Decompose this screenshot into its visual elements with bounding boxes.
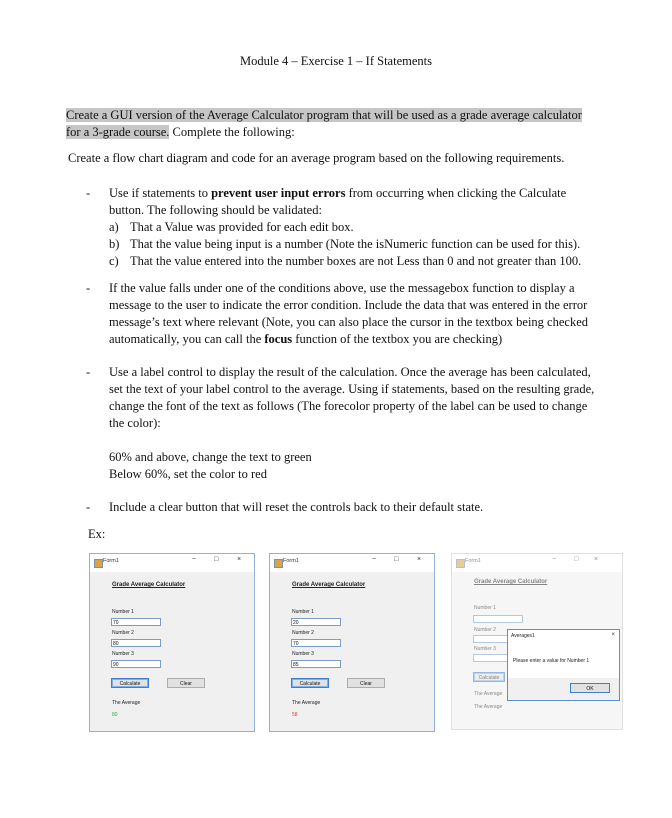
number1-input[interactable]	[473, 615, 523, 623]
bullet-dash: -	[86, 281, 91, 295]
minimize-icon[interactable]: −	[192, 556, 197, 563]
number3-input[interactable]: 85	[291, 660, 341, 668]
window-title: Form1	[103, 558, 119, 564]
messagebox-dialog	[507, 629, 620, 701]
form-window-2	[269, 553, 435, 732]
bullet-dash: -	[86, 500, 91, 514]
bullet3-line4: the color):	[109, 416, 161, 430]
bullet2-line1: If the value falls under one of the conditions above, use the messagebox function to display a	[109, 281, 575, 295]
minimize-icon[interactable]: −	[372, 556, 377, 563]
number1-input[interactable]: 70	[111, 618, 161, 626]
example-label: Ex:	[88, 527, 106, 541]
app-icon	[274, 559, 283, 568]
number3-input[interactable]: 90	[111, 660, 161, 668]
close-icon[interactable]: ×	[594, 556, 599, 563]
maximize-icon[interactable]: □	[394, 556, 399, 563]
bullet-dash: -	[86, 186, 91, 200]
bullet4-text: Include a clear button that will reset the controls back to their default state.	[109, 500, 484, 514]
intro-line-2-highlight: for a 3-grade course.	[66, 125, 170, 139]
form-heading: Grade Average Calculator	[292, 582, 366, 588]
number1-label: Number 1	[474, 605, 496, 611]
close-icon[interactable]: ×	[237, 556, 242, 563]
number1-label: Number 1	[112, 609, 134, 615]
number3-label: Number 3	[112, 651, 134, 657]
bullet2-line4-bold: focus	[264, 332, 293, 346]
average-value: 80	[112, 712, 118, 718]
bullet1-line2: button. The following should be validated:	[109, 203, 322, 217]
average-label-2: The Average	[474, 704, 503, 710]
app-icon	[94, 559, 103, 568]
sub-item-b: b) That the value being input is a number (Note the isNumeric function can be used for this).	[109, 237, 581, 251]
number2-label: Number 2	[292, 630, 314, 636]
sub-item-c: c) That the value entered into the number boxes are not Less than 0 and not greater than 100.	[109, 254, 582, 268]
form-heading: Grade Average Calculator	[474, 579, 548, 585]
bullet2-line2: message to the user to indicate the error condition. Include the data that was entered in the error	[109, 298, 588, 312]
bullet2-line4-post: function of the textbox you are checking)	[292, 332, 503, 346]
bullet3-line1: Use a label control to display the result of the calculation. Once the average has been calculated,	[109, 365, 591, 379]
document-title: Module 4 – Exercise 1 – If Statements	[240, 54, 432, 68]
intro-line-2-rest: Complete the following:	[169, 125, 295, 139]
bullet2-line3: message’s text where relevant (Note, you can also place the cursor in the textbox being checked	[109, 315, 588, 329]
number2-input[interactable]: 70	[291, 639, 341, 647]
messagebox-text: Please enter a value for Number 1	[513, 658, 590, 664]
number3-label: Number 3	[292, 651, 314, 657]
window-title: Form1	[283, 558, 299, 564]
average-label: The Average	[112, 700, 141, 706]
window-titlebar	[90, 554, 254, 572]
window-titlebar	[270, 554, 434, 572]
bullet1-post: from occurring when clicking the Calculate	[345, 186, 567, 200]
bullet2-line4-pre: automatically, you can call the	[109, 332, 265, 346]
bullet1-bold: prevent user input errors	[211, 186, 346, 200]
close-icon[interactable]: ×	[611, 632, 615, 638]
number2-label: Number 2	[474, 627, 496, 633]
messagebox-title: Averages1	[511, 633, 535, 639]
bullet3-red-rule: Below 60%, set the color to red	[109, 467, 267, 481]
clear-button[interactable]: Clear	[167, 678, 205, 688]
intro-line-1: Create a GUI version of the Average Calculator program that will be used as a grade average calculator	[66, 108, 582, 122]
form-window-1	[89, 553, 255, 732]
messagebox-footer	[508, 678, 619, 700]
sub-item-a: a) That a Value was provided for each edit box.	[109, 220, 354, 234]
form-heading: Grade Average Calculator	[112, 582, 186, 588]
intro-paragraph	[66, 107, 582, 141]
intro-requirements: Create a flow chart diagram and code for an average program based on the following requirements.	[68, 151, 565, 165]
clear-button[interactable]: Clear	[347, 678, 385, 688]
average-label: The Average	[474, 691, 503, 697]
number3-label: Number 3	[474, 646, 496, 652]
number1-label: Number 1	[292, 609, 314, 615]
bullet-dash: -	[86, 365, 91, 379]
window-title: Form1	[465, 558, 481, 564]
ok-button[interactable]: OK	[570, 683, 610, 693]
calculate-button[interactable]: Calculate	[291, 678, 329, 688]
average-value: 58	[292, 712, 298, 718]
minimize-icon[interactable]: −	[552, 556, 557, 563]
app-icon	[456, 559, 465, 568]
maximize-icon[interactable]: □	[574, 556, 579, 563]
bullet3-line3: change the font of the text as follows (The forecolor property of the label can be used to change	[109, 399, 588, 413]
average-label: The Average	[292, 700, 321, 706]
calculate-button[interactable]: Calculate	[111, 678, 149, 688]
number1-input[interactable]: 20	[291, 618, 341, 626]
bullet1-pre: Use if statements to	[109, 186, 212, 200]
number2-input[interactable]: 80	[111, 639, 161, 647]
close-icon[interactable]: ×	[417, 556, 422, 563]
number2-label: Number 2	[112, 630, 134, 636]
bullet3-line2: set the text of your label control to the average. Using if statements, based on the resulting grade,	[109, 382, 595, 396]
calculate-button[interactable]: Calculate	[473, 672, 505, 682]
window-titlebar	[452, 554, 622, 572]
bullet3-green-rule: 60% and above, change the text to green	[109, 450, 312, 464]
maximize-icon[interactable]: □	[214, 556, 219, 563]
